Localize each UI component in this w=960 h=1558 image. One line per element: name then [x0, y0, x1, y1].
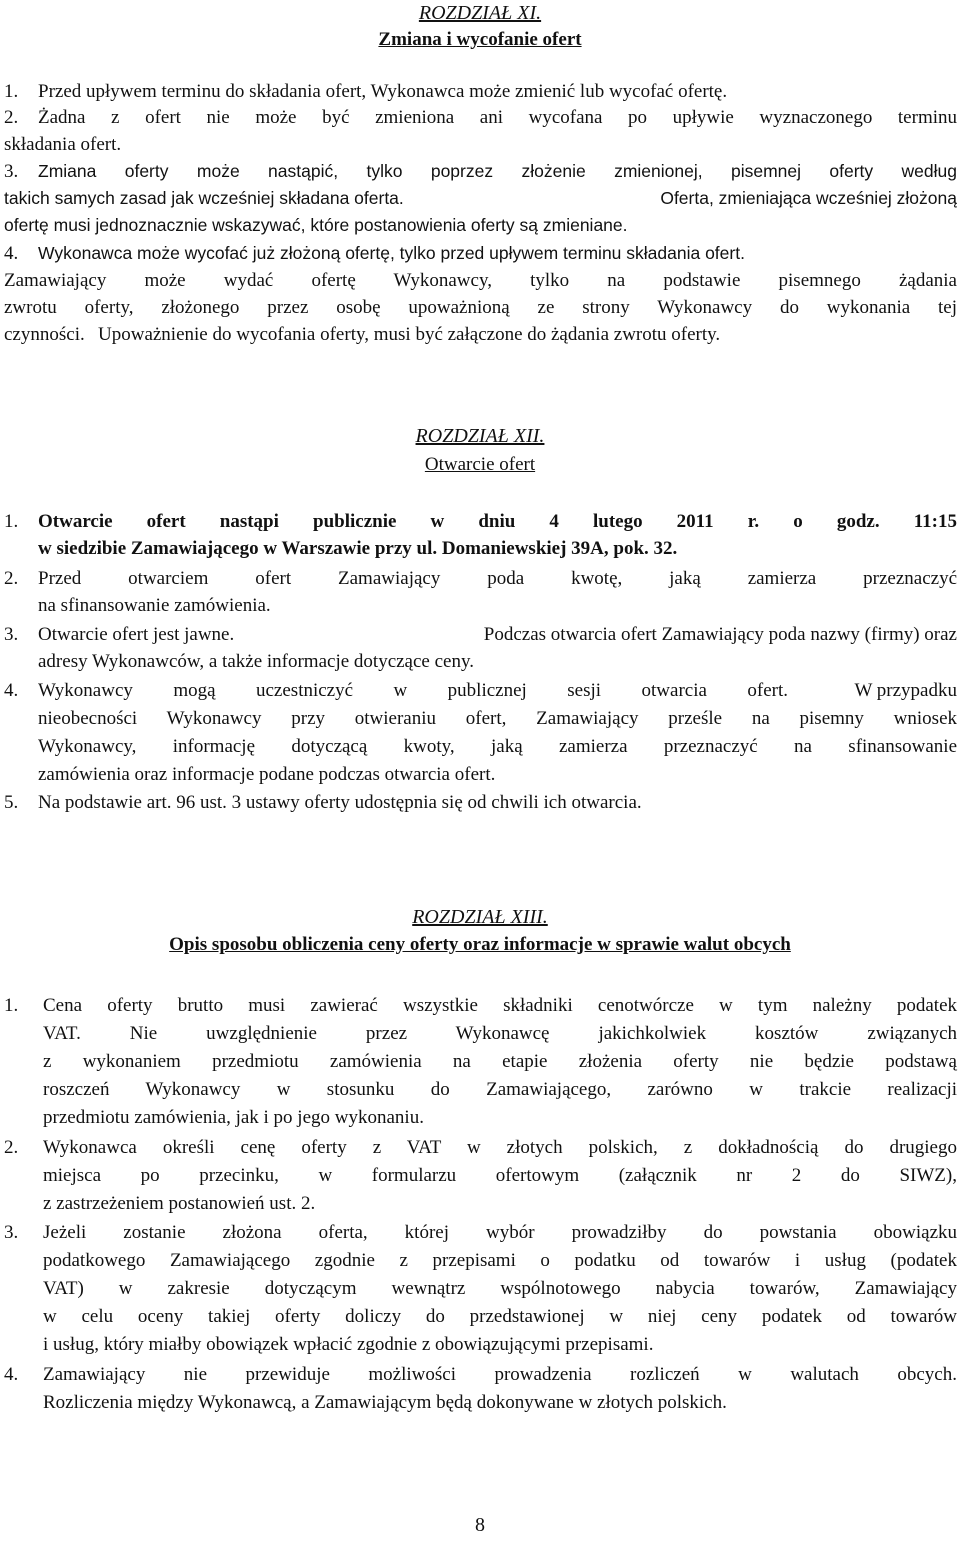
list-item-text: w celu oceny takiej oferty doliczy do przedstawionej w niej ceny podatek od towarów	[43, 1306, 957, 1327]
list-item-number: 4.	[4, 680, 19, 701]
list-item-number: 3.	[4, 161, 19, 182]
chapter-11-title: Zmiana i wycofanie ofert	[378, 29, 582, 50]
list-item-text: zwrotu oferty, złożonego przez osobę upoważnioną ze strony Wykonawcy do wykonania tej	[4, 297, 957, 318]
list-item-text: czynności.	[4, 324, 85, 345]
list-item-text: Na podstawie art. 96 ust. 3 ustawy oferty udostępnia się od chwili ich otwarcia.	[38, 792, 642, 813]
list-item-text: Podczas otwarcia ofert Zamawiający poda nazwy (firmy) oraz	[483, 624, 957, 645]
page-number: 8	[475, 1514, 485, 1536]
chapter-12-heading: ROZDZIAŁ XII.	[415, 425, 545, 447]
list-item-text: Wykonawca może wycofać już złożoną ofertę, tylko przed upływem terminu składania ofert.	[38, 243, 745, 263]
list-item-text: składania ofert.	[4, 134, 122, 155]
list-item-text: adresy Wykonawców, a także informacje dotyczące ceny.	[38, 651, 474, 672]
list-item-text: Wykonawcy mogą uczestniczyć w publicznej sesji otwarcia ofert.	[38, 680, 788, 701]
list-item-number: 2.	[4, 568, 19, 589]
list-item-number: 1.	[4, 81, 19, 102]
list-item-number: 4.	[4, 243, 19, 264]
list-item-text: Przed upływem terminu do składania ofert, Wykonawca może zmienić lub wycofać ofertę.	[38, 81, 728, 102]
list-item-text: zamówienia oraz informacje podane podczas otwarcia ofert.	[38, 764, 496, 785]
list-item-number: 5.	[4, 792, 19, 813]
list-item-text: roszczeń Wykonawcy w stosunku do Zamawiającego, zarówno w trakcie realizacji	[43, 1079, 957, 1100]
list-item-number: 1.	[4, 995, 19, 1016]
chapter-12-title: Otwarcie ofert	[424, 454, 536, 475]
list-item-text: i usług, który miałby obowiązek wpłacić zgodnie z obowiązującymi przepisami.	[43, 1334, 654, 1355]
list-item-text: Otwarcie ofert jest jawne.	[38, 624, 235, 645]
list-item-text: Rozliczenia między Wykonawcą, a Zamawiającym będą dokonywane w złotych polskich.	[43, 1392, 727, 1413]
list-item-number: 3.	[4, 624, 19, 645]
chapter-11-heading: ROZDZIAŁ XI.	[418, 2, 542, 24]
list-item-number: 2.	[4, 107, 19, 128]
list-item-text: nieobecności Wykonawcy przy otwieraniu ofert, Zamawiający prześle na pisemny wniosek	[38, 708, 957, 729]
list-item-text: ofertę musi jednoznacznie wskazywać, które postanowienia oferty są zmieniane.	[4, 215, 628, 235]
chapter-13-heading: ROZDZIAŁ XIII.	[412, 906, 548, 928]
list-item-number: 2.	[4, 1137, 19, 1158]
list-item-text: Zamawiający nie przewiduje możliwości prowadzenia rozliczeń w walutach obcych.	[43, 1364, 957, 1385]
list-item-text: Cena oferty brutto musi zawierać wszystkie składniki cenotwórcze w tym należny podatek	[43, 995, 957, 1016]
list-item-number: 3.	[4, 1222, 19, 1243]
list-item-text: Zmiana oferty może nastąpić, tylko poprzez złożenie zmienionej, pisemnej oferty według	[38, 161, 957, 181]
list-item-text: Przed otwarciem ofert Zamawiający poda kwotę, jaką zamierza przeznaczyć	[38, 568, 957, 589]
list-item-text: Otwarcie ofert nastąpi publicznie w dniu 4 lutego 2011 r. o godz. 11:15	[38, 511, 957, 532]
list-item-text: VAT. Nie uwzględnienie przez Wykonawcę jakichkolwiek kosztów związanych	[43, 1023, 957, 1044]
list-item-text: przedmiotu zamówienia, jak i po jego wykonaniu.	[43, 1107, 424, 1128]
list-item-text: Upoważnienie do wycofania oferty, musi być załączone do żądania zwrotu oferty.	[98, 324, 721, 345]
list-item-number: 1.	[4, 511, 19, 532]
chapter-13-title: Opis sposobu obliczenia ceny oferty oraz informacje w sprawie walut obcych	[169, 934, 791, 955]
list-item-text: w siedzibie Zamawiającego w Warszawie przy ul. Domaniewskiej 39A, pok. 32.	[38, 538, 678, 559]
list-item-text: VAT) w zakresie dotyczącym wewnątrz wspólnotowego nabycia towarów, Zamawiający	[43, 1278, 957, 1299]
list-item-text: z wykonaniem przedmiotu zamówienia na etapie złożenia oferty nie będzie podstawą	[43, 1051, 957, 1072]
list-item-text: miejsca po przecinku, w formularzu ofertowym (załącznik nr 2 do SIWZ),	[43, 1165, 957, 1186]
list-item-text: W przypadku	[854, 680, 957, 701]
list-item-text: Wykonawcy, informację dotyczącą kwoty, jaką zamierza przeznaczyć na sfinansowanie	[38, 736, 957, 757]
list-item-text: Zamawiający może wydać ofertę Wykonawcy, tylko na podstawie pisemnego żądania	[4, 270, 957, 291]
list-item-text: Oferta, zmieniająca wcześniej złożoną	[660, 188, 957, 208]
list-item-text: z zastrzeżeniem postanowień ust. 2.	[43, 1193, 316, 1214]
list-item-text: takich samych zasad jak wcześniej składana oferta.	[4, 188, 404, 208]
list-item-text: na sfinansowanie zamówienia.	[38, 595, 271, 616]
list-item-text: podatkowego Zamawiającego zgodnie z przepisami o podatku od towarów i usług (podatek	[43, 1250, 957, 1271]
list-item-number: 4.	[4, 1364, 19, 1385]
list-item-text: Wykonawca określi cenę oferty z VAT w złotych polskich, z dokładnością do drugiego	[43, 1137, 957, 1158]
list-item-text: Jeżeli zostanie złożona oferta, której wybór prowadziłby do powstania obowiązku	[43, 1222, 957, 1243]
list-item-text: Żadna z ofert nie może być zmieniona ani wycofana po upływie wyznaczonego terminu	[38, 107, 957, 128]
